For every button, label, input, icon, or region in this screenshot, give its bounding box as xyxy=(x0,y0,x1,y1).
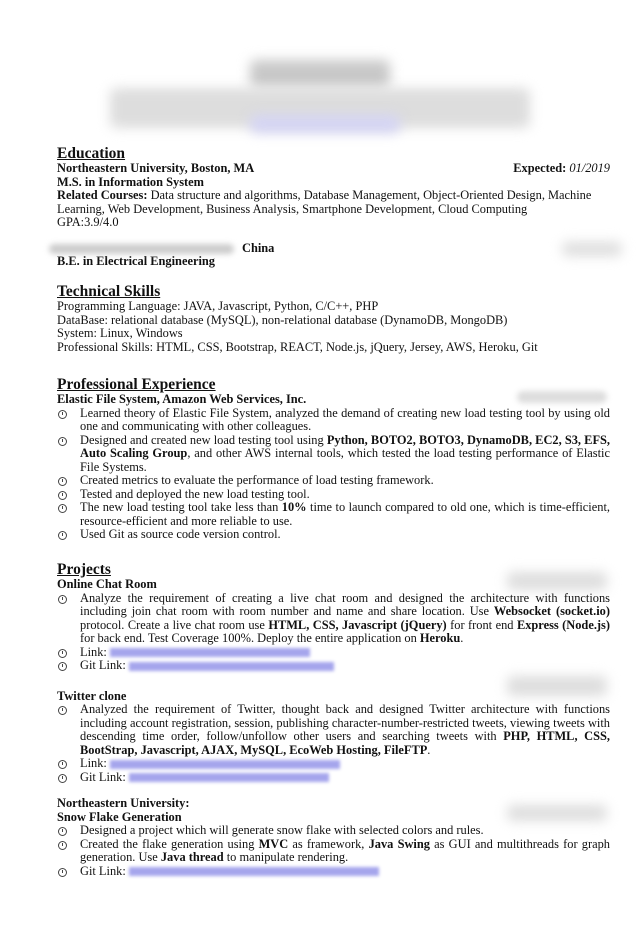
redacted-name xyxy=(250,60,390,88)
bullet-text: Analyzed the requirement of Twitter, thought back and designed Twitter architecture with functions including account registration, session, publishing character-number-restricted tweets, viewing tweets with descending time order, follow/unfollow other users and searching tweets with xyxy=(80,702,610,743)
bullet-text: Used Git as source code version control. xyxy=(80,527,281,541)
company-name: Elastic File System, Amazon Web Services, Inc. xyxy=(57,392,307,406)
bullet-text: for front end xyxy=(446,617,517,632)
bullet-item xyxy=(57,407,610,434)
bullet-item xyxy=(57,592,610,646)
redacted-link[interactable] xyxy=(129,867,379,876)
bullet-item xyxy=(57,528,610,542)
expected-graduation: Expected: 01/2019 xyxy=(513,161,610,175)
bullet-icon xyxy=(58,491,67,500)
bullet-text: for back end. Test Coverage 100%. Deploy the entire application on xyxy=(80,631,420,645)
redacted-date xyxy=(562,242,622,256)
bullet-item xyxy=(57,838,610,865)
bullet-icon xyxy=(58,662,67,671)
experience-bullets xyxy=(57,407,610,542)
bullet-item xyxy=(57,703,610,757)
bullet-text: Git Link: xyxy=(80,769,129,784)
bold-text: Java Swing xyxy=(368,836,430,851)
skill-line: DataBase: relational database (MySQL), non-relational database (DynamoDB, MongoDB) xyxy=(57,312,508,327)
bullet-icon xyxy=(58,774,67,783)
bullet-text: . xyxy=(427,742,431,757)
bold-text: Python, BOTO2, BOTO3, DynamoDB, EC2, S3, EFS, Auto Scaling Group xyxy=(80,432,611,460)
bullet-item xyxy=(57,659,610,673)
bullet-icon xyxy=(58,437,67,446)
bullet-text: The new load testing tool take less than xyxy=(80,500,282,514)
bullet-text: Link: xyxy=(80,644,110,659)
redacted-link[interactable] xyxy=(129,662,334,671)
projects-heading: Projects xyxy=(57,561,111,578)
bullet-item xyxy=(57,865,610,879)
bullet-item xyxy=(57,646,610,660)
bullet-item xyxy=(57,501,610,528)
project-title: Twitter clone xyxy=(57,688,127,703)
gpa: GPA:3.9/4.0 xyxy=(57,215,119,229)
bold-text: MVC xyxy=(258,836,289,851)
bullet-item xyxy=(57,757,610,771)
redacted-link[interactable] xyxy=(129,773,329,782)
bullet-item xyxy=(57,771,610,785)
school-location: China xyxy=(242,240,275,255)
project-bullets xyxy=(57,703,610,784)
bullet-icon xyxy=(58,706,67,715)
degree: B.E. in Electrical Engineering xyxy=(57,254,215,268)
redacted-date xyxy=(507,676,607,696)
bold-text: Websocket (socket.io) xyxy=(493,604,610,618)
bold-text: Heroku xyxy=(419,631,461,645)
degree: M.S. in Information System xyxy=(57,174,204,189)
project-title: Snow Flake Generation xyxy=(57,809,182,824)
bullet-text: as framework, xyxy=(288,836,369,851)
bullet-icon xyxy=(58,477,67,486)
bullet-text: . xyxy=(460,631,464,645)
redacted-contact-link xyxy=(250,115,400,133)
bullet-icon xyxy=(58,649,67,658)
redacted-date xyxy=(507,572,607,590)
bullet-icon xyxy=(58,410,67,419)
skill-line: Professional Skills: HTML, CSS, Bootstrap, REACT, Node.js, jQuery, Jersey, AWS, Heroku, Git xyxy=(57,339,538,354)
bullet-text: protocol. Create a live chat room use xyxy=(80,617,269,632)
bullet-item xyxy=(57,474,610,488)
bullet-text: Designed and created new load testing tool using xyxy=(80,432,327,447)
school-name: Northeastern University, Boston, MA xyxy=(57,161,255,175)
skill-line: System: Linux, Windows xyxy=(57,326,183,340)
skills-heading: Technical Skills xyxy=(57,283,161,300)
bullet-item xyxy=(57,434,610,475)
bold-text: PHP, HTML, CSS, BootStrap, Javascript, AJAX, MySQL, EcoWeb Hosting, FileFTP xyxy=(80,729,610,757)
experience-heading: Professional Experience xyxy=(57,376,216,393)
redacted-link[interactable] xyxy=(110,648,310,657)
redacted-link[interactable] xyxy=(110,760,340,769)
bullet-item xyxy=(57,488,610,502)
bullet-text: as GUI and multithreads for graph generation. Use xyxy=(80,836,610,864)
bullet-text: Created metrics to evaluate the performance of load testing framework. xyxy=(80,473,434,487)
bullet-icon xyxy=(58,504,67,513)
education-heading: Education xyxy=(57,145,126,162)
project-title: Online Chat Room xyxy=(57,577,157,591)
bullet-text: Git Link: xyxy=(80,658,129,672)
skills-section xyxy=(57,284,610,354)
redacted-date xyxy=(517,391,607,403)
bullet-text: Learned theory of Elastic File System, analyzed the demand of creating new load testing tool by using old one and communicating with other colleagues. xyxy=(80,405,610,433)
bullet-text: Analyze the requirement of creating a live chat room and designed the architecture with functions including join chat room with room number and name and share location. Use xyxy=(80,590,610,618)
bullet-text: Link: xyxy=(80,756,110,770)
bold-text: HTML, CSS, Javascript (jQuery) xyxy=(268,617,447,632)
skill-line: Programming Language: JAVA, Javascript, Python, C/C++, PHP xyxy=(57,299,379,313)
bullet-icon xyxy=(58,827,67,836)
education-section xyxy=(57,146,610,269)
project-bullets xyxy=(57,592,610,673)
bullet-text: Created the flake generation using xyxy=(80,836,259,851)
related-courses: Related Courses: Data structure and algorithms, Database Management, Object-Oriented Design, Machine Learning, Web Development, Business Analysis, Smartphone Development, Cloud Computing xyxy=(57,188,592,216)
bullet-text: Git Link: xyxy=(80,863,129,878)
bullet-text: time to launch compared to old one, which is time-efficient, resource-efficient and more reliable to use. xyxy=(80,500,610,528)
bullet-text: Designed a project which will generate snow flake with selected colors and rules. xyxy=(80,823,484,837)
bullet-icon xyxy=(58,760,67,769)
bullet-icon xyxy=(58,595,67,604)
bullet-text: to manipulate rendering. xyxy=(223,850,349,864)
redacted-date xyxy=(507,805,607,821)
bullet-text: Tested and deployed the new load testing tool. xyxy=(80,486,310,501)
bullet-text: , and other AWS internal tools, which tested the load testing performance of Elastic File Systems. xyxy=(80,446,610,474)
projects-section xyxy=(57,562,610,878)
bold-text: 10% xyxy=(281,500,307,514)
redacted-school xyxy=(49,244,234,254)
bold-text: Java thread xyxy=(160,850,224,864)
bullet-icon xyxy=(58,531,67,540)
bold-text: Express (Node.js) xyxy=(516,617,610,632)
project-bullets xyxy=(57,824,610,878)
project-org: Northeastern University: xyxy=(57,796,190,810)
bullet-item xyxy=(57,824,610,838)
experience-section xyxy=(57,377,610,542)
bullet-icon xyxy=(58,868,67,877)
bullet-icon xyxy=(58,841,67,850)
